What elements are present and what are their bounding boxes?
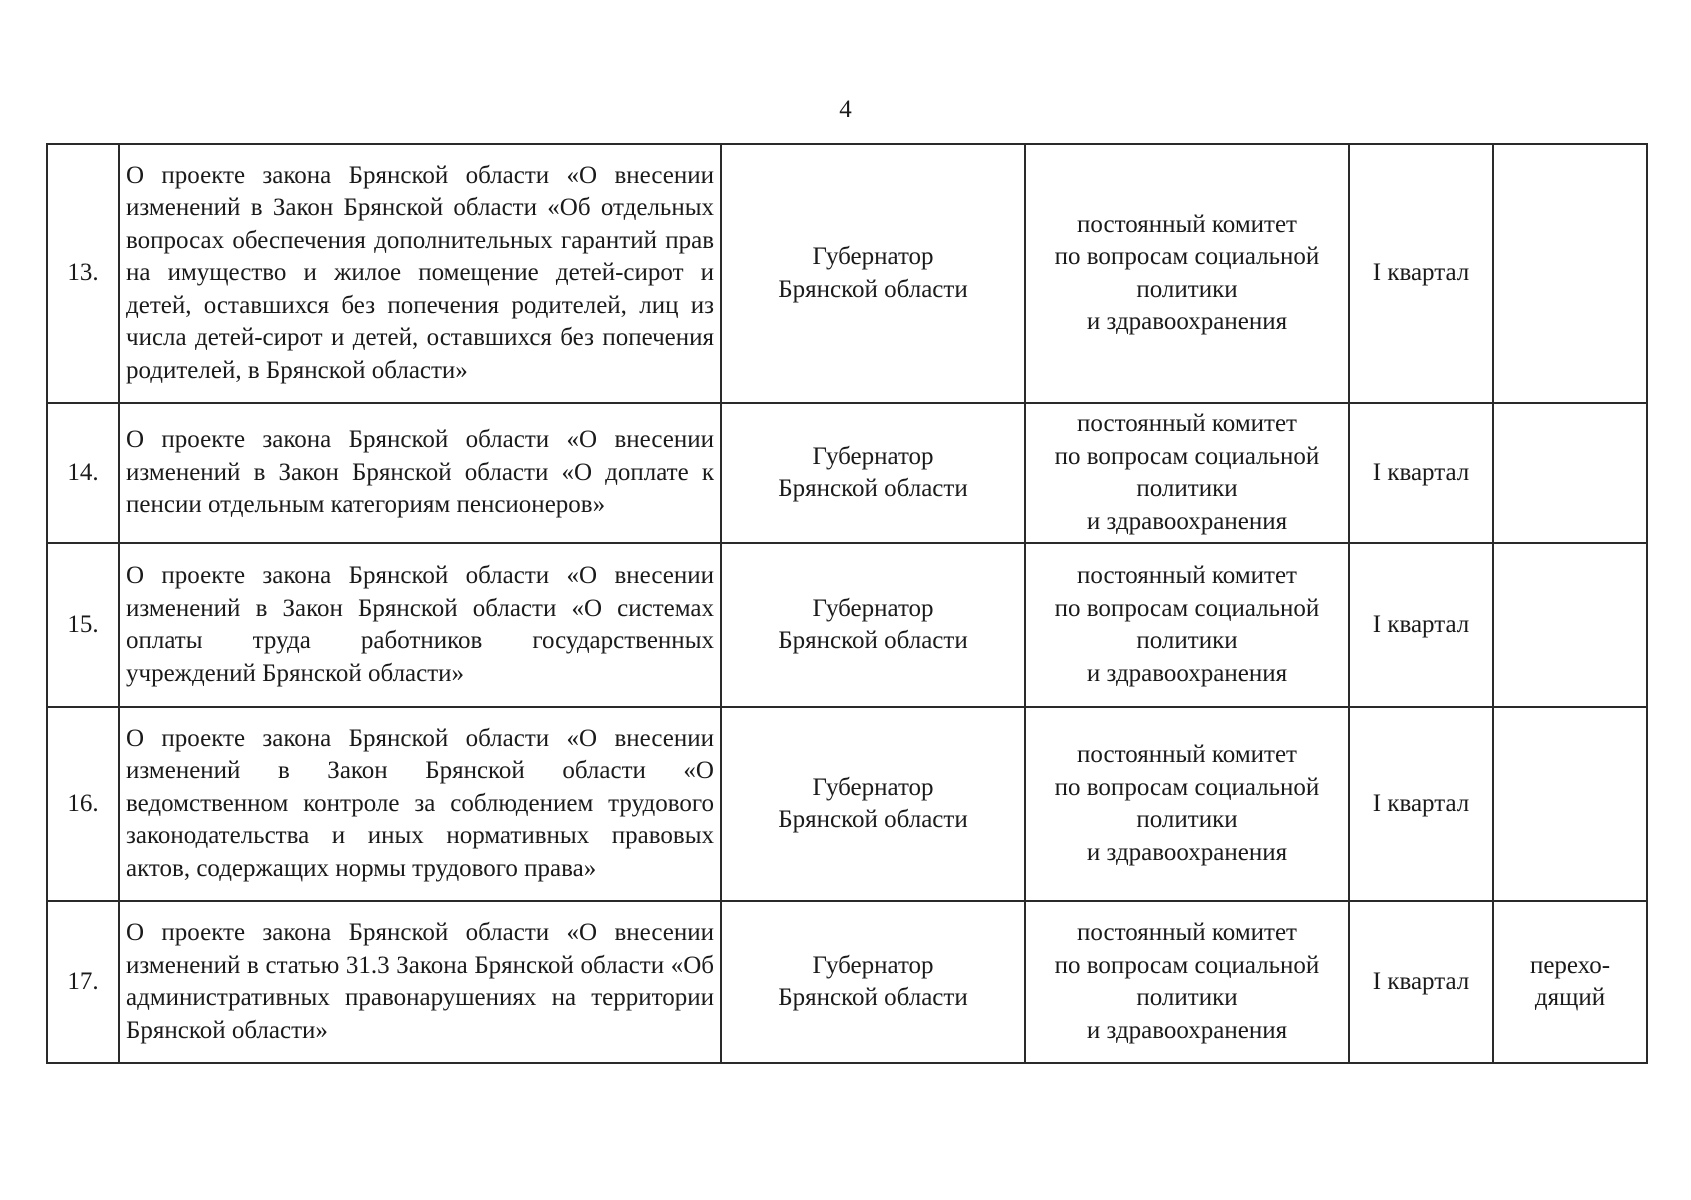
- row-number: 16.: [47, 707, 119, 901]
- term: I квартал: [1349, 543, 1493, 707]
- bill-title: О проекте закона Брянской области «О внесении изменений в Закон Брянской области «Об отдельных вопросах обеспечения дополнительных гарантий прав на имущество и жилое помещение детей-сирот и детей, оставшихся без попечения родителей, лиц из числа детей-сирот и детей, оставшихся без попечения родителей, в Брянской области»: [119, 144, 721, 403]
- initiator: Губернатор Брянской области: [721, 144, 1025, 403]
- responsible-committee: постоянный комитет по вопросам социальной политики и здравоохранения: [1025, 543, 1349, 707]
- term: I квартал: [1349, 707, 1493, 901]
- table-row: [47, 403, 1647, 543]
- term: I квартал: [1349, 144, 1493, 403]
- initiator: Губернатор Брянской области: [721, 403, 1025, 543]
- row-number: 14.: [47, 403, 119, 543]
- legislative-plan-table: [46, 143, 1648, 1064]
- row-number: 13.: [47, 144, 119, 403]
- note: [1493, 403, 1647, 543]
- bill-title: О проекте закона Брянской области «О внесении изменений в Закон Брянской области «О доплате к пенсии отдельным категориям пенсионеров»: [119, 403, 721, 543]
- note: [1493, 707, 1647, 901]
- table-row: [47, 144, 1647, 403]
- table-row: [47, 543, 1647, 707]
- table-row: [47, 901, 1647, 1063]
- bill-title: О проекте закона Брянской области «О внесении изменений в статью 31.3 Закона Брянской области «Об административных правонарушениях на территории Брянской области»: [119, 901, 721, 1063]
- table-row: [47, 707, 1647, 901]
- page-number: 4: [839, 96, 852, 123]
- term: I квартал: [1349, 403, 1493, 543]
- term: I квартал: [1349, 901, 1493, 1063]
- responsible-committee: постоянный комитет по вопросам социальной политики и здравоохранения: [1025, 901, 1349, 1063]
- bill-title: О проекте закона Брянской области «О внесении изменений в Закон Брянской области «О ведомственном контроле за соблюдением трудового законодательства и иных нормативных правовых актов, содержащих нормы трудового права»: [119, 707, 721, 901]
- note: [1493, 543, 1647, 707]
- initiator: Губернатор Брянской области: [721, 707, 1025, 901]
- initiator: Губернатор Брянской области: [721, 901, 1025, 1063]
- responsible-committee: постоянный комитет по вопросам социальной политики и здравоохранения: [1025, 403, 1349, 543]
- bill-title: О проекте закона Брянской области «О внесении изменений в Закон Брянской области «О системах оплаты труда работников государственных учреждений Брянской области»: [119, 543, 721, 707]
- initiator: Губернатор Брянской области: [721, 543, 1025, 707]
- responsible-committee: постоянный комитет по вопросам социальной политики и здравоохранения: [1025, 144, 1349, 403]
- row-number: 17.: [47, 901, 119, 1063]
- row-number: 15.: [47, 543, 119, 707]
- note: [1493, 144, 1647, 403]
- responsible-committee: постоянный комитет по вопросам социальной политики и здравоохранения: [1025, 707, 1349, 901]
- note: перехо- дящий: [1493, 901, 1647, 1063]
